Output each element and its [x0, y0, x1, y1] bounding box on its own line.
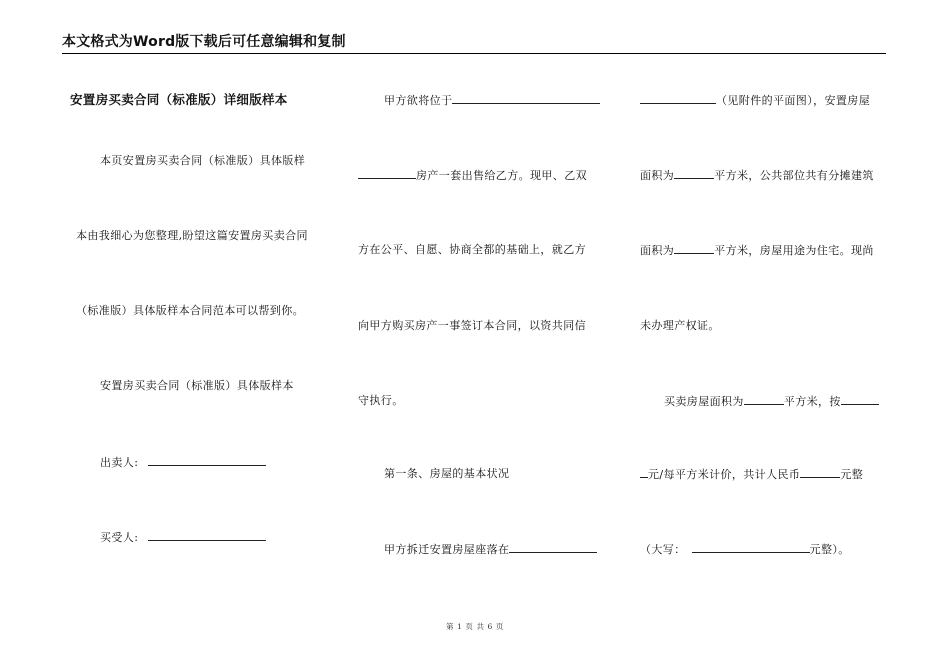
sale-text: 房产一套出售给乙方。现甲、乙双 — [416, 169, 587, 182]
buyer-blank[interactable] — [148, 529, 266, 541]
total-price-blank[interactable] — [800, 466, 840, 478]
area-text-1: 平方米，公共部位共有分摊建筑 — [714, 169, 874, 182]
middle-line-2 — [358, 167, 587, 184]
area-blank-1[interactable] — [674, 167, 714, 179]
sale-area-blank[interactable] — [744, 393, 784, 405]
intro-line-2: 本由我细心为您整理,盼望这篇安置房买卖合同 — [76, 229, 308, 242]
header-divider — [62, 53, 886, 54]
area-label-1: 面积为 — [640, 169, 675, 182]
right-line-7 — [640, 541, 850, 558]
location-blank[interactable] — [452, 92, 600, 104]
unit-price-blank[interactable] — [841, 393, 879, 405]
sale-area-unit: 平方米，按 — [783, 395, 841, 408]
buyer-row — [100, 529, 266, 546]
right-line-4: 未办理产权证。 — [640, 319, 720, 332]
address-continued-blank[interactable] — [640, 92, 716, 104]
seller-row — [100, 454, 266, 471]
location-text: 甲方拆迁安置房屋座落在 — [384, 543, 510, 556]
middle-line-5: 守执行。 — [358, 394, 404, 407]
page-number: 第 1 页 共 6 页 — [445, 622, 505, 631]
page-header: 本文格式为Word版下载后可任意编辑和复制 — [62, 34, 346, 50]
right-line-2 — [640, 167, 874, 184]
capital-amount-label: （大写： — [640, 543, 686, 556]
area-text-2: 平方米，房屋用途为住宅。现尚 — [714, 244, 874, 257]
right-line-3 — [640, 242, 874, 259]
floor-plan-text: （见附件的平面图），安置房屋 — [716, 94, 871, 107]
sale-area-label: 买卖房屋面积为 — [664, 395, 744, 408]
price-text: 元/每平方米计价，共计人民币 — [648, 468, 801, 481]
seller-label: 出卖人: — [100, 456, 139, 469]
total-price-suffix: 元整 — [840, 468, 864, 481]
middle-line-1 — [384, 92, 600, 109]
location-intro-text: 甲方欲将位于 — [384, 94, 453, 107]
property-blank[interactable] — [358, 167, 416, 179]
capital-amount-suffix: 元整）。 — [809, 543, 850, 556]
article-1-heading: 第一条、房屋的基本状况 — [384, 467, 510, 480]
right-line-6 — [640, 466, 863, 483]
unit-price-blank-cont[interactable] — [640, 466, 648, 478]
capital-amount-blank[interactable] — [692, 541, 810, 553]
intro-line-3: （标准版）具体版样本合同范本可以帮到你。 — [76, 304, 304, 317]
middle-line-3: 方在公平、自愿、协商全都的基础上，就乙方 — [358, 243, 586, 256]
right-line-1 — [640, 92, 870, 109]
address-blank[interactable] — [509, 541, 597, 553]
subtitle-line: 安置房买卖合同（标准版）具体版样本 — [100, 379, 294, 392]
middle-line-7 — [384, 541, 597, 558]
intro-line-1: 本页安置房买卖合同（标准版）具体版样 — [100, 154, 306, 167]
seller-blank[interactable] — [148, 454, 266, 466]
right-line-5 — [664, 393, 879, 410]
middle-line-4: 向甲方购买房产一事签订本合同，以资共同信 — [358, 319, 586, 332]
area-label-2: 面积为 — [640, 244, 675, 257]
document-title: 安置房买卖合同（标准版）详细版样本 — [70, 92, 288, 107]
buyer-label: 买受人: — [100, 531, 139, 544]
area-blank-2[interactable] — [674, 242, 714, 254]
